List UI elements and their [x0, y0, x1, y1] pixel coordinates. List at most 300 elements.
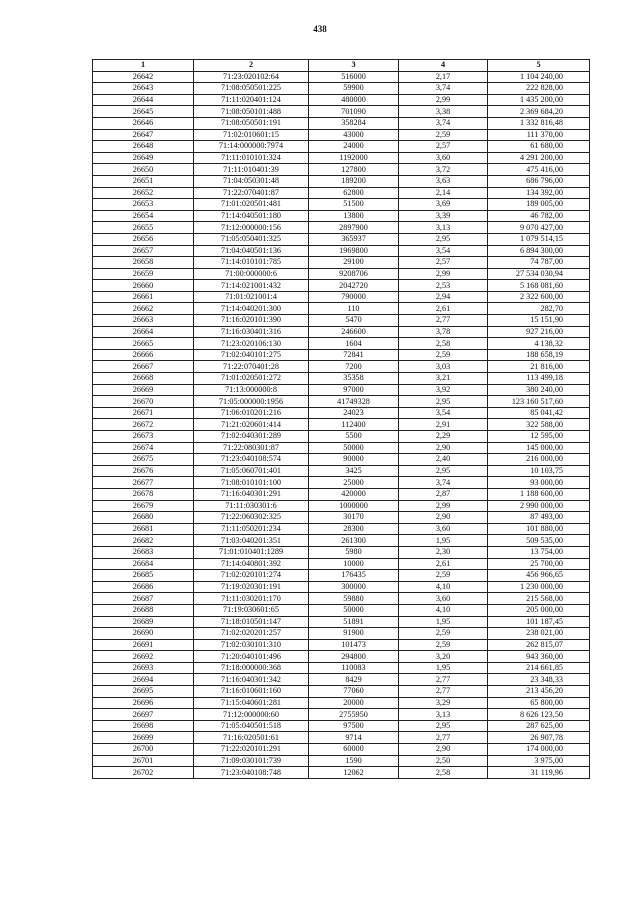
row-number-cell: 26696	[93, 697, 194, 709]
row-number-cell: 26697	[93, 709, 194, 721]
row-number-cell: 26643	[93, 83, 194, 95]
row-number-cell: 26674	[93, 442, 194, 454]
row-number-cell: 26700	[93, 744, 194, 756]
rate-cell: 2,99	[399, 94, 488, 106]
cadastral-number-cell: 71:02:010601:15	[194, 129, 309, 141]
area-cell: 127800	[309, 164, 399, 176]
area-cell: 72841	[309, 349, 399, 361]
rate-cell: 3,60	[399, 152, 488, 164]
area-cell: 701090	[309, 106, 399, 118]
table-row	[93, 477, 590, 489]
value-cell: 4 138,32	[488, 338, 590, 350]
rate-cell: 2,90	[399, 744, 488, 756]
row-number-cell: 26670	[93, 396, 194, 408]
table-row	[93, 628, 590, 640]
table-row	[93, 245, 590, 257]
value-cell: 74 787,00	[488, 257, 590, 269]
area-cell: 59880	[309, 593, 399, 605]
value-cell: 686 796,00	[488, 175, 590, 187]
value-cell: 2 369 684,20	[488, 106, 590, 118]
area-cell: 51891	[309, 616, 399, 628]
cadastral-number-cell: 71:19:030601:65	[194, 604, 309, 616]
cadastral-number-cell: 71:23:040108:574	[194, 454, 309, 466]
rate-cell: 2,53	[399, 280, 488, 292]
rate-cell: 3,78	[399, 326, 488, 338]
table-row	[93, 512, 590, 524]
rate-cell: 2,95	[399, 233, 488, 245]
cadastral-number-cell: 71:19:020301:191	[194, 581, 309, 593]
rate-cell: 3,13	[399, 709, 488, 721]
row-number-cell: 26652	[93, 187, 194, 199]
row-number-cell: 26668	[93, 373, 194, 385]
rate-cell: 2,95	[399, 720, 488, 732]
table-row	[93, 199, 590, 211]
value-cell: 287 625,00	[488, 720, 590, 732]
area-cell: 25000	[309, 477, 399, 489]
value-cell: 93 000,00	[488, 477, 590, 489]
row-number-cell: 26689	[93, 616, 194, 628]
value-cell: 101 880,00	[488, 523, 590, 535]
cadastral-number-cell: 71:14:010101:785	[194, 257, 309, 269]
row-number-cell: 26683	[93, 546, 194, 558]
table-row	[93, 407, 590, 419]
row-number-cell: 26671	[93, 407, 194, 419]
value-cell: 111 370,00	[488, 129, 590, 141]
rate-cell: 2,99	[399, 268, 488, 280]
value-cell: 380 240,00	[488, 384, 590, 396]
table-row	[93, 454, 590, 466]
table-row	[93, 257, 590, 269]
area-cell: 59900	[309, 83, 399, 95]
row-number-cell: 26687	[93, 593, 194, 605]
table-row	[93, 268, 590, 280]
table-row	[93, 129, 590, 141]
cadastral-number-cell: 71:01:021001:4	[194, 291, 309, 303]
cadastral-number-cell: 71:11:010401:39	[194, 164, 309, 176]
table-row	[93, 686, 590, 698]
table-header-row	[93, 60, 590, 72]
value-cell: 9 070 427,00	[488, 222, 590, 234]
rate-cell: 2,14	[399, 187, 488, 199]
table-body	[93, 71, 590, 778]
table-row	[93, 326, 590, 338]
area-cell: 790000	[309, 291, 399, 303]
area-cell: 41749328	[309, 396, 399, 408]
row-number-cell: 26663	[93, 315, 194, 327]
row-number-cell: 26664	[93, 326, 194, 338]
rate-cell: 2,57	[399, 141, 488, 153]
row-number-cell: 26644	[93, 94, 194, 106]
row-number-cell: 26672	[93, 419, 194, 431]
rate-cell: 3,13	[399, 222, 488, 234]
rate-cell: 3,74	[399, 477, 488, 489]
row-number-cell: 26693	[93, 662, 194, 674]
rate-cell: 3,60	[399, 523, 488, 535]
value-cell: 238 021,00	[488, 628, 590, 640]
area-cell: 20000	[309, 697, 399, 709]
value-cell: 216 000,00	[488, 454, 590, 466]
value-cell: 145 000,00	[488, 442, 590, 454]
rate-cell: 2,59	[399, 349, 488, 361]
row-number-cell: 26701	[93, 755, 194, 767]
cadastral-number-cell: 71:14:021001:432	[194, 280, 309, 292]
area-cell: 13800	[309, 210, 399, 222]
table-row	[93, 732, 590, 744]
row-number-cell: 26659	[93, 268, 194, 280]
value-cell: 13 754,00	[488, 546, 590, 558]
rate-cell: 2,77	[399, 315, 488, 327]
table-row	[93, 558, 590, 570]
rate-cell: 3,74	[399, 83, 488, 95]
value-cell: 25 700,00	[488, 558, 590, 570]
area-cell: 246600	[309, 326, 399, 338]
table-row	[93, 94, 590, 106]
row-number-cell: 26681	[93, 523, 194, 535]
cadastral-number-cell: 71:05:040501:518	[194, 720, 309, 732]
value-cell: 3 975,00	[488, 755, 590, 767]
cadastral-number-cell: 71:02:020101:274	[194, 570, 309, 582]
table-row	[93, 71, 590, 83]
table-row	[93, 500, 590, 512]
rate-cell: 3,72	[399, 164, 488, 176]
rate-cell: 2,90	[399, 442, 488, 454]
area-cell: 3425	[309, 465, 399, 477]
cadastral-number-cell: 71:23:020106:130	[194, 338, 309, 350]
value-cell: 475 416,00	[488, 164, 590, 176]
cadastral-number-cell: 71:04:040501:136	[194, 245, 309, 257]
cadastral-number-cell: 71:22:060302:325	[194, 512, 309, 524]
cadastral-number-cell: 71:14:000000:7974	[194, 141, 309, 153]
rate-cell: 2,77	[399, 732, 488, 744]
area-cell: 28300	[309, 523, 399, 535]
table-row	[93, 593, 590, 605]
area-cell: 294800	[309, 651, 399, 663]
area-cell: 9714	[309, 732, 399, 744]
cadastral-number-cell: 71:16:030401:316	[194, 326, 309, 338]
value-cell: 215 568,00	[488, 593, 590, 605]
value-cell: 282,70	[488, 303, 590, 315]
area-cell: 300000	[309, 581, 399, 593]
value-cell: 2 322 600,00	[488, 291, 590, 303]
cadastral-number-cell: 71:18:000000:368	[194, 662, 309, 674]
row-number-cell: 26647	[93, 129, 194, 141]
row-number-cell: 26678	[93, 488, 194, 500]
row-number-cell: 26677	[93, 477, 194, 489]
table-row	[93, 442, 590, 454]
table-row	[93, 373, 590, 385]
table-row	[93, 349, 590, 361]
table-row	[93, 697, 590, 709]
table-row	[93, 616, 590, 628]
value-cell: 262 815,07	[488, 639, 590, 651]
row-number-cell: 26665	[93, 338, 194, 350]
table-row	[93, 141, 590, 153]
table-row	[93, 581, 590, 593]
table-row	[93, 117, 590, 129]
cadastral-number-cell: 71:05:000000:1956	[194, 396, 309, 408]
area-cell: 51500	[309, 199, 399, 211]
cadastral-number-cell: 71:08:010101:100	[194, 477, 309, 489]
area-cell: 8429	[309, 674, 399, 686]
cadastral-number-cell: 71:09:030101:739	[194, 755, 309, 767]
table-row	[93, 662, 590, 674]
row-number-cell: 26651	[93, 175, 194, 187]
area-cell: 5500	[309, 431, 399, 443]
rate-cell: 2,59	[399, 570, 488, 582]
area-cell: 365937	[309, 233, 399, 245]
table-row	[93, 384, 590, 396]
rate-cell: 2,58	[399, 338, 488, 350]
table-row	[93, 535, 590, 547]
row-number-cell: 26660	[93, 280, 194, 292]
cadastral-number-cell: 71:11:030301:6	[194, 500, 309, 512]
table-row	[93, 303, 590, 315]
page-number: 438	[313, 24, 327, 34]
value-cell: 322 588,00	[488, 419, 590, 431]
row-number-cell: 26666	[93, 349, 194, 361]
cadastral-number-cell: 71:02:040301:289	[194, 431, 309, 443]
row-number-cell: 26675	[93, 454, 194, 466]
cadastral-number-cell: 71:03:040201:351	[194, 535, 309, 547]
value-cell: 1 079 514,15	[488, 233, 590, 245]
cadastral-number-cell: 71:22:020101:291	[194, 744, 309, 756]
rate-cell: 2,57	[399, 257, 488, 269]
cadastral-number-cell: 71:11:020401:124	[194, 94, 309, 106]
area-cell: 91900	[309, 628, 399, 640]
value-cell: 1 230 000,00	[488, 581, 590, 593]
area-cell: 24023	[309, 407, 399, 419]
area-cell: 30170	[309, 512, 399, 524]
table-row	[93, 210, 590, 222]
value-cell: 213 456,20	[488, 686, 590, 698]
rate-cell: 2,59	[399, 129, 488, 141]
table-row	[93, 651, 590, 663]
table-row	[93, 291, 590, 303]
area-cell: 90000	[309, 454, 399, 466]
cadastral-number-cell: 71:08:050101:488	[194, 106, 309, 118]
value-cell: 10 103,75	[488, 465, 590, 477]
rate-cell: 3,74	[399, 117, 488, 129]
column-header-5: 5	[488, 60, 590, 72]
row-number-cell: 26699	[93, 732, 194, 744]
cadastral-number-cell: 71:05:060701:401	[194, 465, 309, 477]
row-number-cell: 26690	[93, 628, 194, 640]
table-row	[93, 280, 590, 292]
table-row	[93, 431, 590, 443]
row-number-cell: 26662	[93, 303, 194, 315]
cadastral-number-cell: 71:14:040801:392	[194, 558, 309, 570]
rate-cell: 2,61	[399, 558, 488, 570]
value-cell: 6 894 300,00	[488, 245, 590, 257]
value-cell: 2 990 000,00	[488, 500, 590, 512]
row-number-cell: 26702	[93, 767, 194, 779]
area-cell: 420000	[309, 488, 399, 500]
cadastral-number-cell: 71:11:030201:170	[194, 593, 309, 605]
table-row	[93, 604, 590, 616]
value-cell: 1 435 200,00	[488, 94, 590, 106]
table-row	[93, 720, 590, 732]
table-row	[93, 674, 590, 686]
rate-cell: 2,77	[399, 674, 488, 686]
cadastral-number-cell: 71:16:010601:160	[194, 686, 309, 698]
value-cell: 1 332 816,48	[488, 117, 590, 129]
cadastral-number-cell: 71:20:040101:496	[194, 651, 309, 663]
rate-cell: 3,63	[399, 175, 488, 187]
area-cell: 9208706	[309, 268, 399, 280]
table-row	[93, 744, 590, 756]
cadastral-number-cell: 71:01:020501:481	[194, 199, 309, 211]
rate-cell: 3,39	[399, 210, 488, 222]
row-number-cell: 26669	[93, 384, 194, 396]
cadastral-number-cell: 71:05:050401:325	[194, 233, 309, 245]
rate-cell: 3,20	[399, 651, 488, 663]
value-cell: 21 816,00	[488, 361, 590, 373]
land-registry-table	[92, 59, 590, 779]
rate-cell: 2,29	[399, 431, 488, 443]
row-number-cell: 26645	[93, 106, 194, 118]
rate-cell: 2,77	[399, 686, 488, 698]
value-cell: 87 493,00	[488, 512, 590, 524]
table-row	[93, 639, 590, 651]
column-header-4: 4	[399, 60, 488, 72]
row-number-cell: 26698	[93, 720, 194, 732]
rate-cell: 2,90	[399, 512, 488, 524]
area-cell: 176435	[309, 570, 399, 582]
area-cell: 5470	[309, 315, 399, 327]
column-header-2: 2	[194, 60, 309, 72]
area-cell: 261300	[309, 535, 399, 547]
area-cell: 112400	[309, 419, 399, 431]
row-number-cell: 26648	[93, 141, 194, 153]
area-cell: 1969800	[309, 245, 399, 257]
table-row	[93, 315, 590, 327]
cadastral-number-cell: 71:01:010401:1289	[194, 546, 309, 558]
cadastral-number-cell: 71:23:040108:748	[194, 767, 309, 779]
row-number-cell: 26694	[93, 674, 194, 686]
cadastral-number-cell: 71:04:050301:48	[194, 175, 309, 187]
area-cell: 12062	[309, 767, 399, 779]
row-number-cell: 26667	[93, 361, 194, 373]
value-cell: 5 168 081,60	[488, 280, 590, 292]
value-cell: 27 534 030,94	[488, 268, 590, 280]
row-number-cell: 26649	[93, 152, 194, 164]
cadastral-number-cell: 71:08:050501:225	[194, 83, 309, 95]
value-cell: 188 658,19	[488, 349, 590, 361]
cadastral-number-cell: 71:11:050201:234	[194, 523, 309, 535]
value-cell: 113 499,18	[488, 373, 590, 385]
row-number-cell: 26653	[93, 199, 194, 211]
rate-cell: 4,10	[399, 581, 488, 593]
table-row	[93, 338, 590, 350]
table-row	[93, 106, 590, 118]
area-cell: 7200	[309, 361, 399, 373]
value-cell: 134 392,00	[488, 187, 590, 199]
value-cell: 222 828,00	[488, 83, 590, 95]
rate-cell: 3,38	[399, 106, 488, 118]
area-cell: 101473	[309, 639, 399, 651]
area-cell: 43000	[309, 129, 399, 141]
cadastral-number-cell: 71:16:020101:390	[194, 315, 309, 327]
cadastral-number-cell: 71:13:000000:8	[194, 384, 309, 396]
area-cell: 10000	[309, 558, 399, 570]
rate-cell: 3,54	[399, 245, 488, 257]
table-row	[93, 164, 590, 176]
cadastral-number-cell: 71:14:040501:180	[194, 210, 309, 222]
table-row	[93, 419, 590, 431]
row-number-cell: 26695	[93, 686, 194, 698]
value-cell: 15 151,90	[488, 315, 590, 327]
value-cell: 101 187,45	[488, 616, 590, 628]
row-number-cell: 26646	[93, 117, 194, 129]
row-number-cell: 26658	[93, 257, 194, 269]
cadastral-number-cell: 71:02:030101:310	[194, 639, 309, 651]
row-number-cell: 26676	[93, 465, 194, 477]
row-number-cell: 26654	[93, 210, 194, 222]
area-cell: 1000000	[309, 500, 399, 512]
rate-cell: 2,30	[399, 546, 488, 558]
value-cell: 189 005,00	[488, 199, 590, 211]
table-row	[93, 222, 590, 234]
value-cell: 205 000,00	[488, 604, 590, 616]
rate-cell: 2,87	[399, 488, 488, 500]
cadastral-number-cell: 71:06:010201:216	[194, 407, 309, 419]
cadastral-number-cell: 71:12:000000:156	[194, 222, 309, 234]
rate-cell: 3,54	[399, 407, 488, 419]
value-cell: 23 348,33	[488, 674, 590, 686]
area-cell: 35358	[309, 373, 399, 385]
area-cell: 50000	[309, 442, 399, 454]
rate-cell: 2,94	[399, 291, 488, 303]
cadastral-number-cell: 71:02:040101:275	[194, 349, 309, 361]
row-number-cell: 26684	[93, 558, 194, 570]
area-cell: 2897900	[309, 222, 399, 234]
rate-cell: 2,95	[399, 396, 488, 408]
table-row	[93, 570, 590, 582]
value-cell: 8 626 123,50	[488, 709, 590, 721]
value-cell: 26 907,78	[488, 732, 590, 744]
area-cell: 2042720	[309, 280, 399, 292]
value-cell: 4 291 200,00	[488, 152, 590, 164]
rate-cell: 3,21	[399, 373, 488, 385]
value-cell: 174 000,00	[488, 744, 590, 756]
value-cell: 85 041,42	[488, 407, 590, 419]
row-number-cell: 26691	[93, 639, 194, 651]
table-row	[93, 233, 590, 245]
value-cell: 456 966,65	[488, 570, 590, 582]
area-cell: 110	[309, 303, 399, 315]
area-cell: 24000	[309, 141, 399, 153]
area-cell: 1590	[309, 755, 399, 767]
area-cell: 516000	[309, 71, 399, 83]
rate-cell: 3,92	[399, 384, 488, 396]
cadastral-number-cell: 71:01:020501:272	[194, 373, 309, 385]
area-cell: 358284	[309, 117, 399, 129]
table-row	[93, 546, 590, 558]
area-cell: 29100	[309, 257, 399, 269]
rate-cell: 1,95	[399, 616, 488, 628]
value-cell: 927 216,00	[488, 326, 590, 338]
cadastral-number-cell: 71:22:070401:87	[194, 187, 309, 199]
cadastral-number-cell: 71:16:040301:291	[194, 488, 309, 500]
area-cell: 97500	[309, 720, 399, 732]
rate-cell: 3,60	[399, 593, 488, 605]
column-header-1: 1	[93, 60, 194, 72]
cadastral-number-cell: 71:02:020201:257	[194, 628, 309, 640]
cadastral-number-cell: 71:23:020102:64	[194, 71, 309, 83]
area-cell: 97000	[309, 384, 399, 396]
row-number-cell: 26656	[93, 233, 194, 245]
value-cell: 31 119,96	[488, 767, 590, 779]
